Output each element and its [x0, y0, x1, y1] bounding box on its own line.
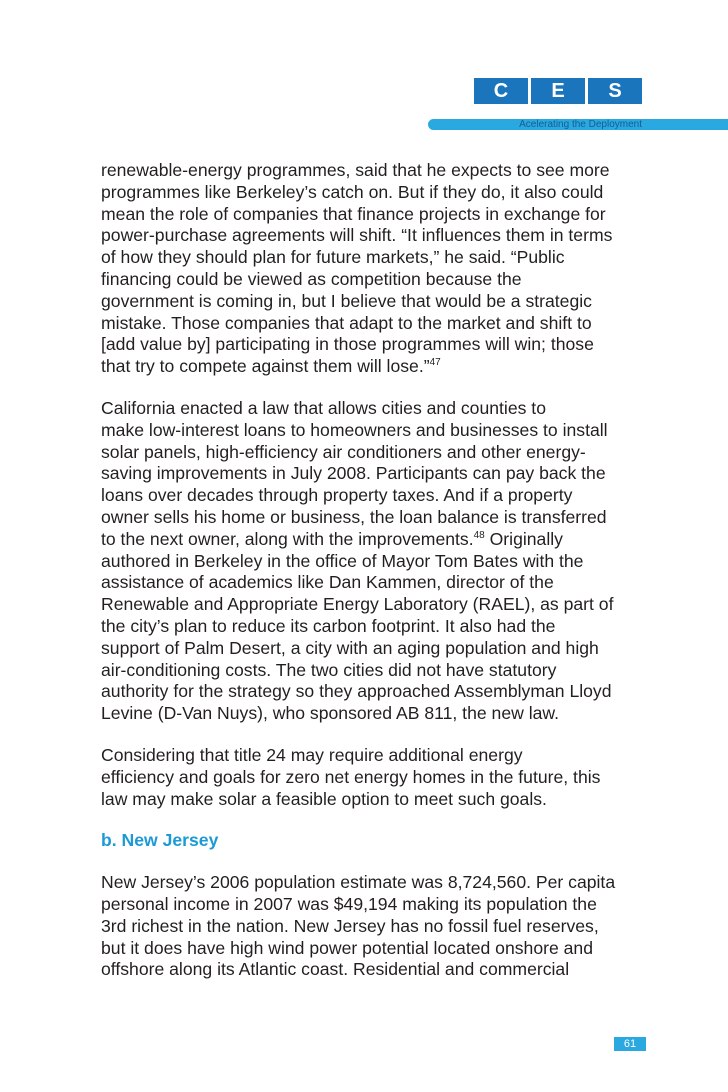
page-number: 61 [614, 1037, 646, 1051]
paragraph-2-text-b: Originally authored in Berkeley in the office of Mayor Tom Bates with the assistance of academics like Dan Kammen, director of the Renewable and Appropriate Energy Laboratory (RAEL), as part of the city’s plan to reduce its carbon footprint. It also had the support of Palm Desert, a city with an aging population and high air-conditioning costs. The two cities did not have statutory authority for the strategy so they approached Assemblyman Lloyd Levine (D-Van Nuys), who sponsored AB 811, the new law. [101, 528, 614, 724]
logo-letter-e: E [531, 78, 585, 104]
paragraph-3: Considering that title 24 may require additional energy efficiency and goals for zero net energy homes in the future, this law may make solar a feasible option to meet such goals. [101, 744, 601, 809]
paragraph-4: New Jersey’s 2006 population estimate was 8,724,560. Per capita personal income in 2007 was $49,194 making its population the 3rd richest in the nation. New Jersey has no fossil fuel reserves, but it does have high wind power potential located onshore and offshore along its Atlantic coast. Residential and commercial [101, 872, 616, 980]
logo-letter-c: C [474, 78, 528, 104]
footnote-ref-48: 48 [473, 529, 485, 541]
footnote-ref-47: 47 [429, 357, 441, 369]
ces-logo [474, 78, 642, 104]
tagline-text: Acelerating the Deployment [519, 119, 642, 130]
tagline-bar [428, 119, 728, 130]
logo-letter-s: S [588, 78, 642, 104]
section-heading-new-jersey: b. New Jersey [101, 830, 219, 851]
paragraph-2 [101, 398, 649, 725]
page-content [101, 160, 649, 981]
paragraph-2-text-a: California enacted a law that allows cities and counties to make low-interest loans to homeowners and businesses to install solar panels, high-efficiency air conditioners and other energy- saving improvements in July 2008. Participants can pay back the loans over decades through property taxes. And if a property owner sells his home or business, the loan balance is transferred to the next owner, along with the improvements. [101, 397, 608, 549]
paragraph-1 [101, 160, 649, 378]
paragraph-1-text: renewable-energy programmes, said that he expects to see more programmes like Berkeley’s catch on. But if they do, it also could mean the role of companies that finance projects in exchange for power-purchase agreements will shift. “It influences them in terms of how they should plan for future markets,” he said. “Public financing could be viewed as competition because the government is coming in, but I believe that would be a strategic mistake. Those companies that adapt to the market and shift to [add value by] participating in those programmes will win; those that try to compete against them will lose.” [101, 160, 613, 377]
